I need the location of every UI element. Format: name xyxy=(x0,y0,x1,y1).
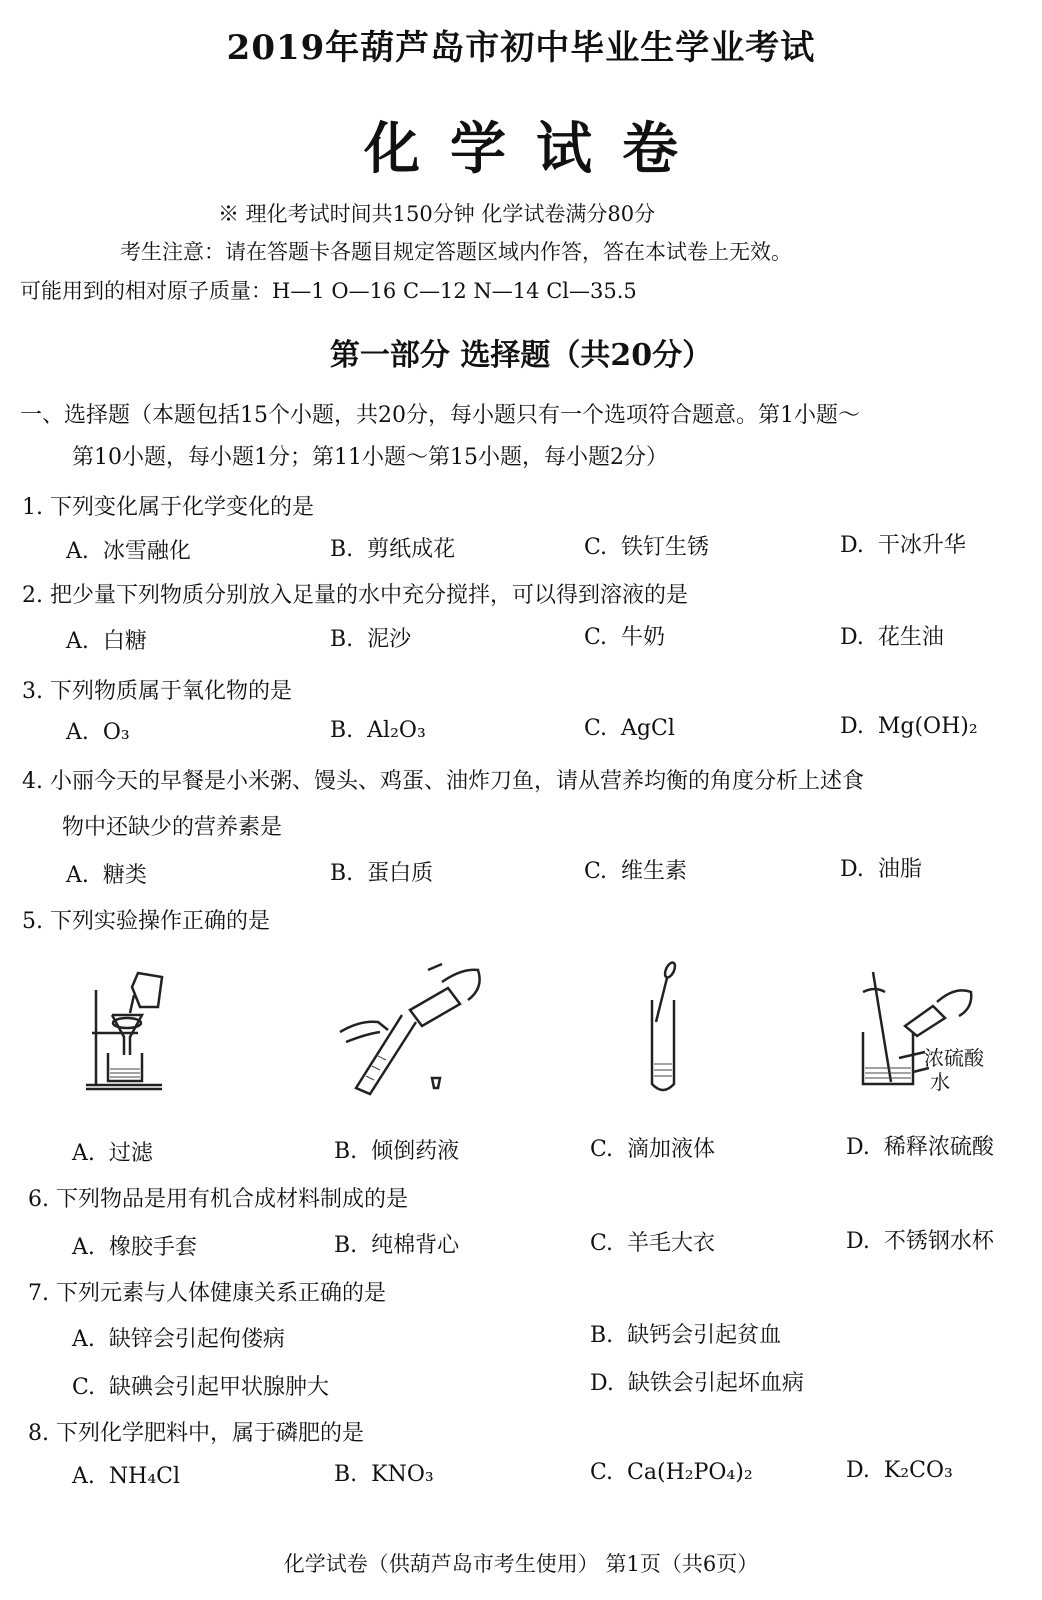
option-b: B. KNO₃ xyxy=(334,1462,434,1487)
paper-title: 化学试卷 xyxy=(364,116,708,182)
option-c: C. AgCl xyxy=(584,716,675,741)
question-stem: 3. 下列物质属于氧化物的是 xyxy=(22,679,293,704)
filtration-figure xyxy=(78,965,188,1095)
question-stem: 7. 下列元素与人体健康关系正确的是 xyxy=(28,1281,387,1306)
question-stem: 5. 下列实验操作正确的是 xyxy=(22,909,271,934)
option-c: C. Ca(H₂PO₄)₂ xyxy=(590,1460,753,1485)
figure-label-water: 水 xyxy=(930,1070,950,1094)
atomic-masses: 可能用到的相对原子质量：H—1 O—16 C—12 N—14 Cl—35.5 xyxy=(20,279,637,303)
option-a: A. 冰雪融化 xyxy=(66,539,191,564)
pouring-figure xyxy=(338,960,488,1100)
dropping-figure xyxy=(640,960,690,1100)
option-a: A. 橡胶手套 xyxy=(72,1235,197,1260)
option-b: B. 缺钙会引起贫血 xyxy=(590,1323,782,1348)
section-title: 第一部分 选择题（共20分） xyxy=(329,338,713,373)
option-d: D. 油脂 xyxy=(840,857,922,882)
option-b: B. 倾倒药液 xyxy=(334,1139,460,1164)
exam-title: 2019年葫芦岛市初中毕业生学业考试 xyxy=(226,28,816,68)
option-c: C. 羊毛大衣 xyxy=(590,1231,716,1256)
option-a: A. 白糖 xyxy=(66,629,147,654)
option-d: D. 稀释浓硫酸 xyxy=(846,1135,994,1160)
option-b: B. 剪纸成花 xyxy=(330,537,456,562)
option-a: A. NH₄Cl xyxy=(72,1464,181,1489)
option-a: A. 缺锌会引起佝偻病 xyxy=(72,1327,285,1352)
option-d: D. 干冰升华 xyxy=(840,533,966,558)
section-instruction-cont: 第10小题，每小题1分；第11小题～第15小题，每小题2分） xyxy=(72,445,668,470)
option-c: C. 维生素 xyxy=(584,859,688,884)
option-a: A. 过滤 xyxy=(72,1141,153,1166)
option-b: B. Al₂O₃ xyxy=(330,718,426,743)
question-stem: 8. 下列化学肥料中，属于磷肥的是 xyxy=(28,1421,365,1446)
option-b: B. 泥沙 xyxy=(330,627,412,652)
option-a: A. O₃ xyxy=(66,720,130,745)
option-c: C. 缺碘会引起甲状腺肿大 xyxy=(72,1375,330,1400)
option-d: D. 花生油 xyxy=(840,625,944,650)
option-d: D. 缺铁会引起坏血病 xyxy=(590,1371,804,1396)
question-stem: 4. 小丽今天的早餐是小米粥、馒头、鸡蛋、油炸刀鱼，请从营养均衡的角度分析上述食 xyxy=(22,769,865,794)
option-c: C. 滴加液体 xyxy=(590,1137,716,1162)
option-c: C. 牛奶 xyxy=(584,625,666,650)
question-stem-cont: 物中还缺少的营养素是 xyxy=(62,815,283,840)
question-stem: 1. 下列变化属于化学变化的是 xyxy=(22,495,315,520)
option-b: B. 纯棉背心 xyxy=(334,1233,460,1258)
option-d: D. 不锈钢水杯 xyxy=(846,1229,994,1254)
question-stem: 6. 下列物品是用有机合成材料制成的是 xyxy=(28,1187,409,1212)
notice: 考生注意：请在答题卡各题目规定答题区域内作答，答在本试卷上无效。 xyxy=(120,240,792,264)
option-d: D. K₂CO₃ xyxy=(846,1458,953,1483)
time-note: ※ 理化考试时间共150分钟 化学试卷满分80分 xyxy=(218,202,656,226)
option-a: A. 糖类 xyxy=(66,863,147,888)
option-b: B. 蛋白质 xyxy=(330,861,434,886)
question-stem: 2. 把少量下列物质分别放入足量的水中充分搅拌，可以得到溶液的是 xyxy=(22,583,689,608)
page-footer: 化学试卷（供葫芦岛市考生使用） 第1页（共6页） xyxy=(283,1552,759,1576)
section-instruction: 一、选择题（本题包括15个小题，共20分，每小题只有一个选项符合题意。第1小题～ xyxy=(20,403,860,428)
option-c: C. 铁钉生锈 xyxy=(584,535,710,560)
dilution-figure xyxy=(855,962,985,1092)
figure-label-acid: 浓硫酸 xyxy=(924,1046,984,1070)
option-d: D. Mg(OH)₂ xyxy=(840,714,978,739)
